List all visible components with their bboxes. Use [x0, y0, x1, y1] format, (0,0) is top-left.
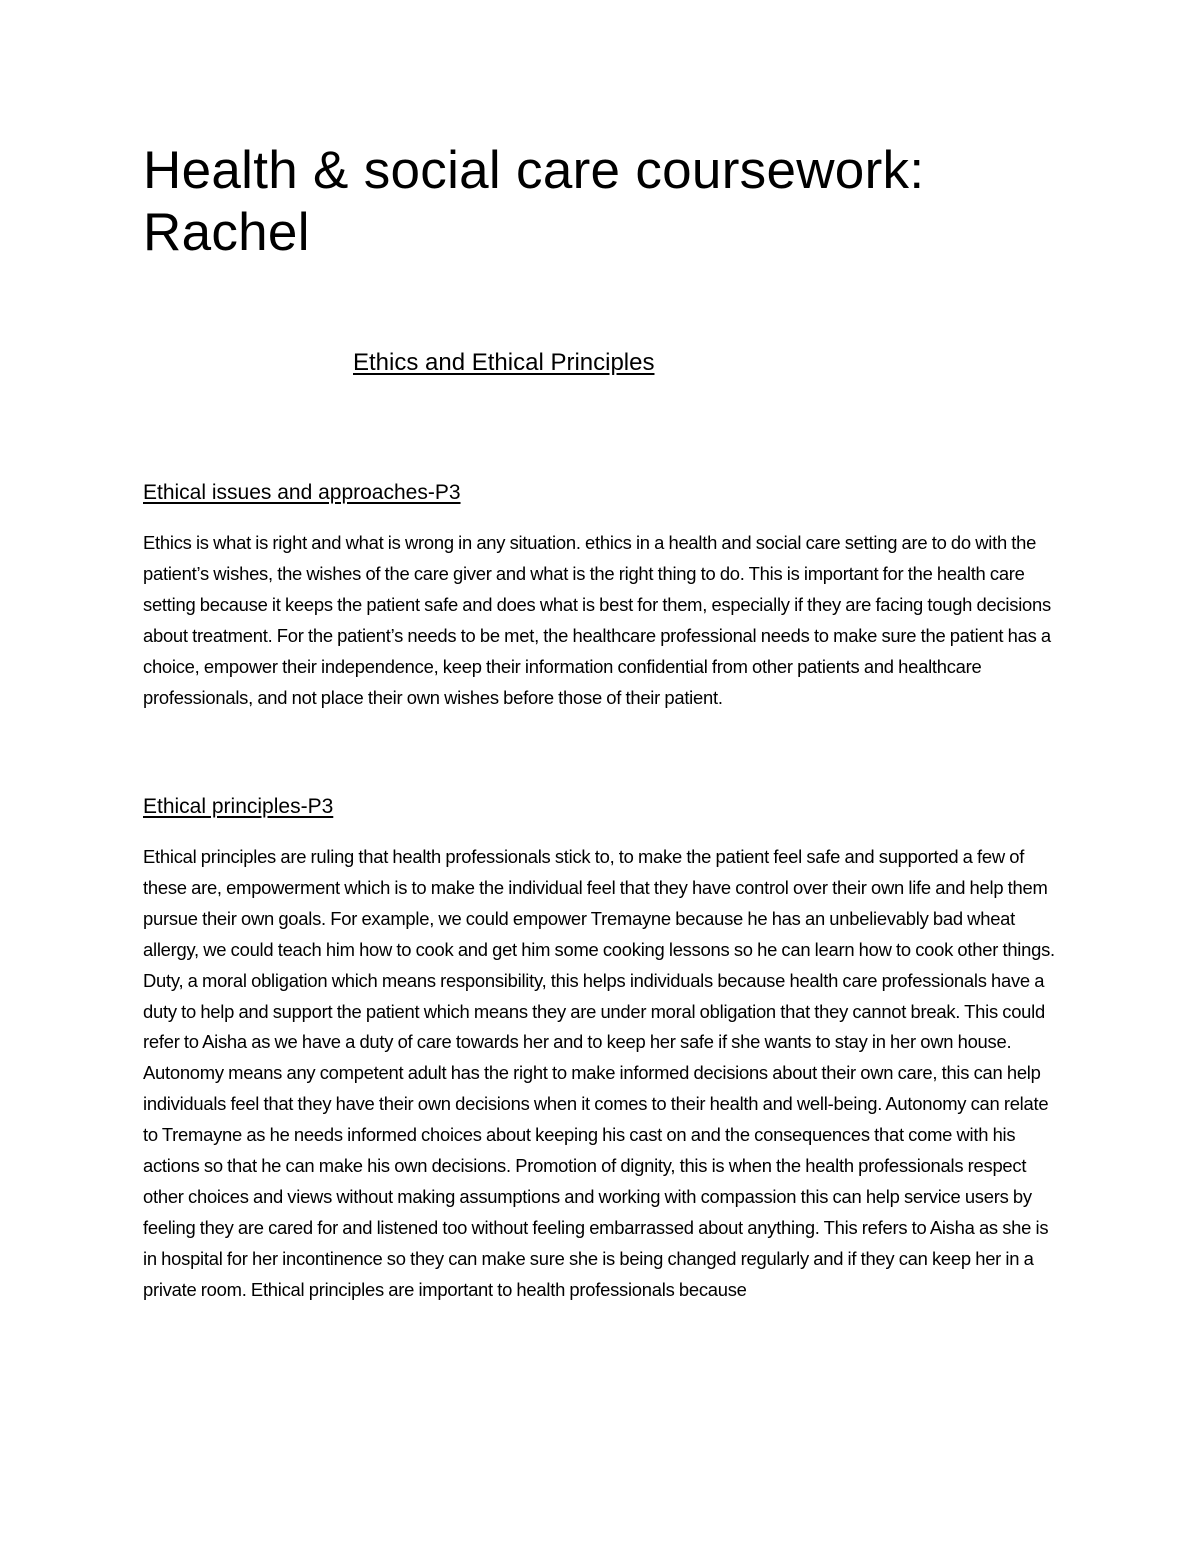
document-subtitle: Ethics and Ethical Principles	[353, 349, 655, 376]
section-body-ethical-principles: Ethical principles are ruling that health professionals stick to, to make the patient feel safe and supported a few of these are, empowerment which is to make the individual feel that they have control over their own life and help them pursue their own goals. For example, we could empower Tremayne because he has an unbelievably bad wheat allergy, we could teach him how to cook and get him some cooking lessons so he can learn how to cook other things. Duty, a moral obligation which means responsibility, this helps individuals because health care professionals have a duty to help and support the patient which means they are under moral obligation that they cannot break. This could refer to Aisha as we have a duty of care towards her and to keep her safe if she wants to stay in her own house. Autonomy means any competent adult has the right to make informed decisions about their own care, this can help individuals feel that they have their own decisions when it comes to their health and well-being. Autonomy can relate to Tremayne as he needs informed choices about keeping his cast on and the consequences that come with his actions so that he can make his own decisions. Promotion of dignity, this is when the health professionals respect other choices and views without making assumptions and working with compassion this can help service users by feeling they are cared for and listened too without feeling embarrassed about anything. This refers to Aisha as she is in hospital for her incontinence so they can make sure she is being changed regularly and if they can keep her in a private room. Ethical principles are important to health professionals because	[143, 846, 1055, 1300]
document-title: Health & social care coursework: Rachel	[143, 141, 925, 262]
section-heading-ethical-principles: Ethical principles-P3	[143, 795, 334, 818]
section-heading-ethical-issues: Ethical issues and approaches-P3	[143, 481, 461, 504]
section-body-ethical-issues: Ethics is what is right and what is wrong in any situation. ethics in a health and social care setting are to do with the patient’s wishes, the wishes of the care giver and what is the right thing to do. This is important for the health care setting because it keeps the patient safe and does what is best for them, especially if they are facing tough decisions about treatment. For the patient’s needs to be met, the healthcare professional needs to make sure the patient has a choice, empower their independence, keep their information confidential from other patients and healthcare professionals, and not place their own wishes before those of their patient.	[143, 532, 1051, 708]
